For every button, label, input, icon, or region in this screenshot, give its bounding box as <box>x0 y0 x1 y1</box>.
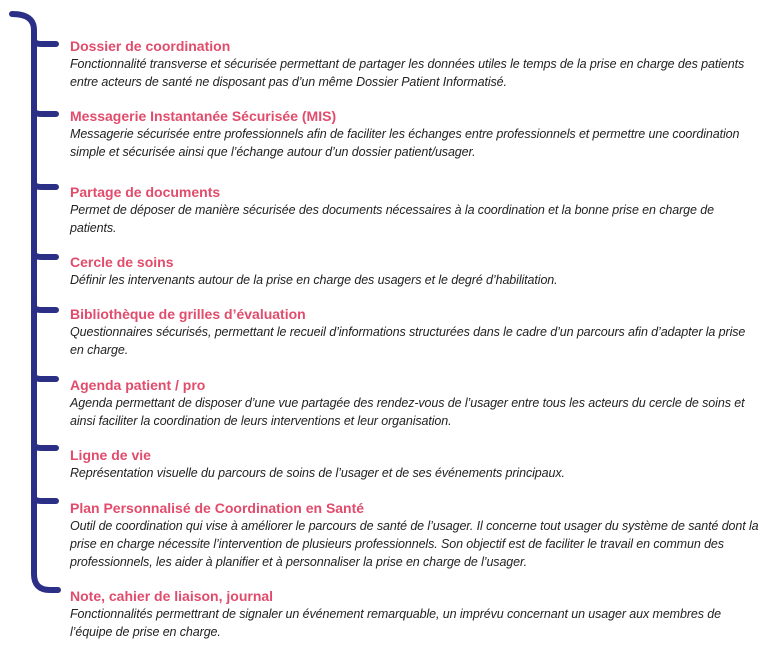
bracket-tick <box>34 375 56 379</box>
feature-title: Messagerie Instantanée Sécurisée (MIS) <box>70 108 337 124</box>
feature-item-messagerie <box>70 107 760 161</box>
feature-title: Bibliothèque de grilles d’évaluation <box>70 306 306 322</box>
bracket-tick <box>34 183 56 187</box>
feature-item-ligne-vie <box>70 446 760 482</box>
feature-description: Agenda permettant de disposer d’une vue partagée des rendez-vous de l’usager entre tous les acteurs du cercle de soins et ainsi faciliter la coordination de leurs interventions et leur organisation. <box>70 396 745 428</box>
feature-item-bibliotheque-grilles <box>70 305 760 359</box>
feature-item-dossier-coordination <box>70 37 760 91</box>
feature-description: Définir les intervenants autour de la prise en charge des usagers et le degré d’habilitation. <box>70 273 558 287</box>
feature-title: Agenda patient / pro <box>70 377 206 393</box>
feature-title: Cercle de soins <box>70 254 174 270</box>
feature-description: Fonctionnalité transverse et sécurisée permettant de partager les données utiles le temps de la prise en charge des patients entre acteurs de santé ne disposant pas d’un même Dossier Patient Informatisé. <box>70 57 745 89</box>
feature-description: Messagerie sécurisée entre professionnels afin de faciliter les échanges entre professionnels et permettre une coordination simple et sécurisée ainsi que l’échange autour d’un dossier patient/usager. <box>70 127 740 159</box>
feature-title: Plan Personnalisé de Coordination en Santé <box>70 500 365 516</box>
feature-description: Questionnaires sécurisés, permettant le recueil d’informations structurées dans le cadre d’un parcours afin d’adapter la prise en charge. <box>70 325 746 357</box>
feature-item-cercle-soins <box>70 253 760 289</box>
bracket-tick <box>34 253 56 257</box>
feature-description: Représentation visuelle du parcours de soins de l’usager et de ses événements principaux. <box>70 466 565 480</box>
feature-description: Permet de déposer de manière sécurisée des documents nécessaires à la coordination et la bonne prise en charge de patients. <box>70 203 714 235</box>
feature-title: Dossier de coordination <box>70 38 231 54</box>
feature-item-note-journal <box>70 587 760 641</box>
bracket-tick <box>34 306 56 310</box>
bracket-tick <box>34 40 56 44</box>
feature-title: Partage de documents <box>70 184 221 200</box>
bracket-tick <box>34 444 56 448</box>
feature-item-agenda <box>70 376 760 430</box>
feature-title: Ligne de vie <box>70 447 151 463</box>
feature-title: Note, cahier de liaison, journal <box>70 588 274 604</box>
feature-item-ppcs <box>70 499 760 571</box>
feature-description: Outil de coordination qui vise à améliorer le parcours de santé de l’usager. Il concerne tout usager du système de santé dont la prise en charge nécessite l’intervention de plusieurs professionnels. Son objectif est de faciliter le travail en commun des professionnels, les aider à planifier et à personnaliser la prise en charge de l’usager. <box>70 519 759 569</box>
bracket-tick <box>34 110 56 114</box>
bracket-tick <box>34 497 56 501</box>
bracket-decoration <box>0 0 70 666</box>
feature-description: Fonctionnalités permettrant de signaler un événement remarquable, un imprévu concernant un usager aux membres de l’équipe de prise en charge. <box>70 607 721 639</box>
feature-item-partage-documents <box>70 183 760 237</box>
